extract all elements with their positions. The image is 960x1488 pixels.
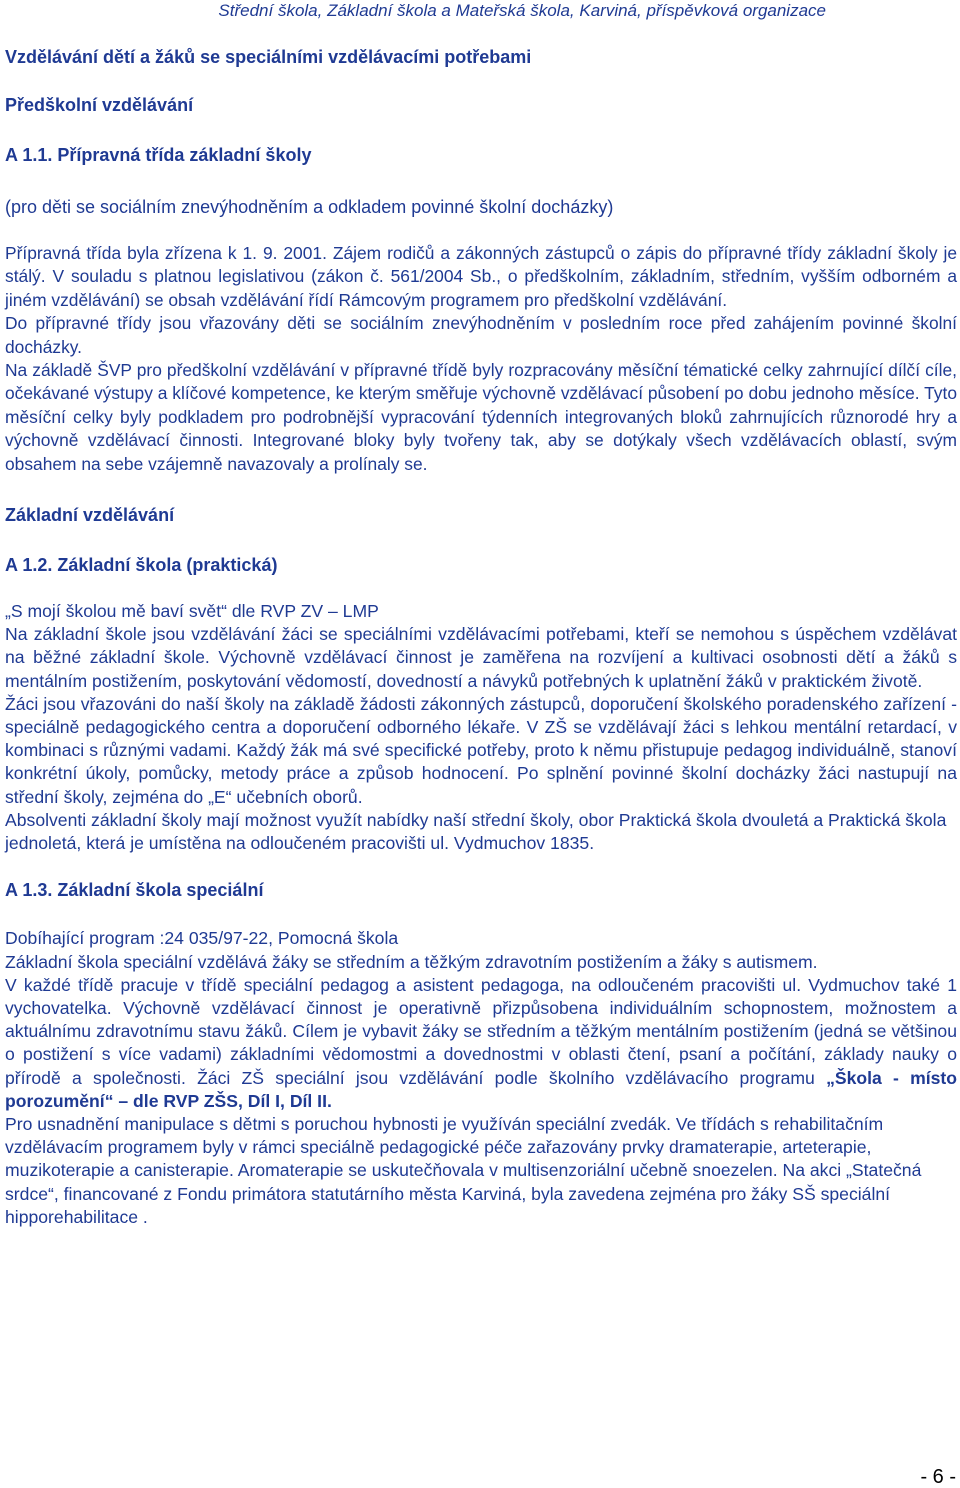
main-heading: Vzdělávání dětí a žáků se speciálními vzdělávacími potřebami xyxy=(5,47,532,67)
preschool-heading: Předškolní vzdělávání xyxy=(5,95,194,115)
a13-program-name: „Škola - místo porozumění“ – dle RVP ZŠS, Díl I, Díl II. xyxy=(5,1067,957,1111)
a11-paragraph-1: Přípravná třída byla zřízena k 1. 9. 2001. Zájem rodičů a zákonných zástupců o zápis do přípravné třídy základní školy je stálý. V souladu s platnou legislativou (zákon č. 561/2004 Sb., o předškolním, základním, středním, vyšším odborném a jiném vzdělávání) se obsah vzdělávání řídí Rámcovým programem pro předškolní vzdělávání. xyxy=(5,243,957,310)
basic-heading: Základní vzdělávání xyxy=(5,505,175,526)
a12-program: „S mojí školou mě baví svět“ dle RVP ZV – LMP xyxy=(5,601,379,622)
a11-paragraph-2: Do přípravné třídy jsou vřazovány děti se sociálním znevýhodněním v posledním roce před zahájením povinné školní docházky. xyxy=(5,313,957,357)
a12-paragraph-1: Na základní škole jsou vzdělávání žáci se speciálními vzdělávacími potřebami, kteří se nemohou s úspěchem vzdělávat na běžné základní škole. Výchovně vzdělávací činnost je zaměřena na rozvíjení a kultivaci osobnosti dětí a žáků s mentálním postižením, poskytování vědomostí, dovedností a návyků potřebných k uplatnění žáků v praktickém životě. xyxy=(5,624,957,691)
section-a12-heading: A 1.2. Základní škola (praktická) xyxy=(5,555,278,576)
section-a11-heading: A 1.1. Přípravná třída základní školy xyxy=(5,145,312,165)
a11-paragraph-3-part-1: Na základě ŠVP pro předškolní vzdělávání v přípravné třídě byly rozpracovány měsíční tématické celky zahrnující dílčí cíle, očekávané výstupy a klíčové kompetence, ke kterým směřuje výchovně vzdělávací působení po dobu jednoho měsíce. xyxy=(5,360,957,404)
a11-paragraph-3 xyxy=(5,359,957,476)
a12-paragraph-2: Žáci jsou vřazováni do naší školy na základě žádosti zákonných zástupců, doporučení školského poradenského zařízení - speciálně pedagogického centra a doporučení odborného lékaře. V ZŠ se vzdělávají žáci s lehkou mentální retardací, v kombinaci s různými vadami. Každý žák má své specifické potřeby, proto k němu přistupuje pedagog individuálně, stanoví konkrétní úkoly, pomůcky, metody práce a způsob hodnocení. Po splnění povinné školní docházky žáci nastupují na střední školy, zejména do „E“ učebních oborů. xyxy=(5,693,957,807)
a12-paragraph-3: Absolventi základní školy mají možnost využít nabídky naší střední školy, obor Praktická škola dvouletá a Praktická škola jednoletá, která je umístěna na odloučeném pracovišti ul. Vydmuchov 1835. xyxy=(5,809,947,854)
section-a13-heading: A 1.3. Základní škola speciální xyxy=(5,880,264,901)
page-header: Střední škola, Základní škola a Mateřská škola, Karviná, příspěvková organizace xyxy=(218,1,826,20)
a13-paragraph-3: Pro usnadnění manipulace s dětmi s poruchou hybnosti je využíván speciální zvedák. Ve třídách s rehabilitačním vzdělávacím programem byly v rámci speciálně pedagogické péče zařazovány prvky dramaterapie, arteterapie, muzikoterapie a canisterapie. Aromaterapie se uskutečňovala v multisenzoriální učebně snoezelen. Na akci „Statečná srdce“, financované z Fondu primátora statutárního města Karviná, byla zavedena zejména pro žáky SŠ speciální hipporehabilitace . xyxy=(5,1113,922,1227)
section-a11-note: (pro děti se sociálním znevýhodněním a odkladem povinné školní docházky) xyxy=(5,197,614,217)
a13-paragraph-2-text: V každé třídě pracuje v třídě speciální pedagog a asistent pedagoga, na odloučeném pracovišti ul. Vydmuchov také 1 vychovatelka. Výchovně vzdělávací činnost je operativně přizpůsobena individuálním schopnostem, možnostem a aktuálnímu zdravotnímu stavu žáků. Cílem je vybavit žáky se středním a těžkým mentálním postižením (jedná se většinou o postižení s více vadami) základními vědomostmi a dovednostmi v oblasti čtení, psaní a počítání, základy nauky o přírodě a společnosti. Žáci ZŠ speciální jsou vzdělávání podle školního vzdělávacího programu xyxy=(5,974,957,1088)
document-body xyxy=(5,44,957,1229)
page-number: - 6 - xyxy=(920,1466,956,1488)
a13-paragraph-2 xyxy=(5,974,957,1113)
a13-program: Dobíhající program :24 035/97-22, Pomocná škola xyxy=(5,928,399,949)
a13-paragraph-1: Základní škola speciální vzdělává žáky se středním a těžkým zdravotním postižením a žáky s autismem. xyxy=(5,951,818,972)
a11-paragraph-3-part-2: Tyto měsíční celky byly podkladem pro podrobnější vypracování týdenních integrovaných bloků zahrnujících různorodé hry a výchovně vzdělávací činnosti. Integrované bloky byly tvořeny tak, aby se dotýkaly všech vzdělávacích oblastí, svým obsahem na sebe vzájemně navazovaly a prolínaly se. xyxy=(5,383,957,474)
